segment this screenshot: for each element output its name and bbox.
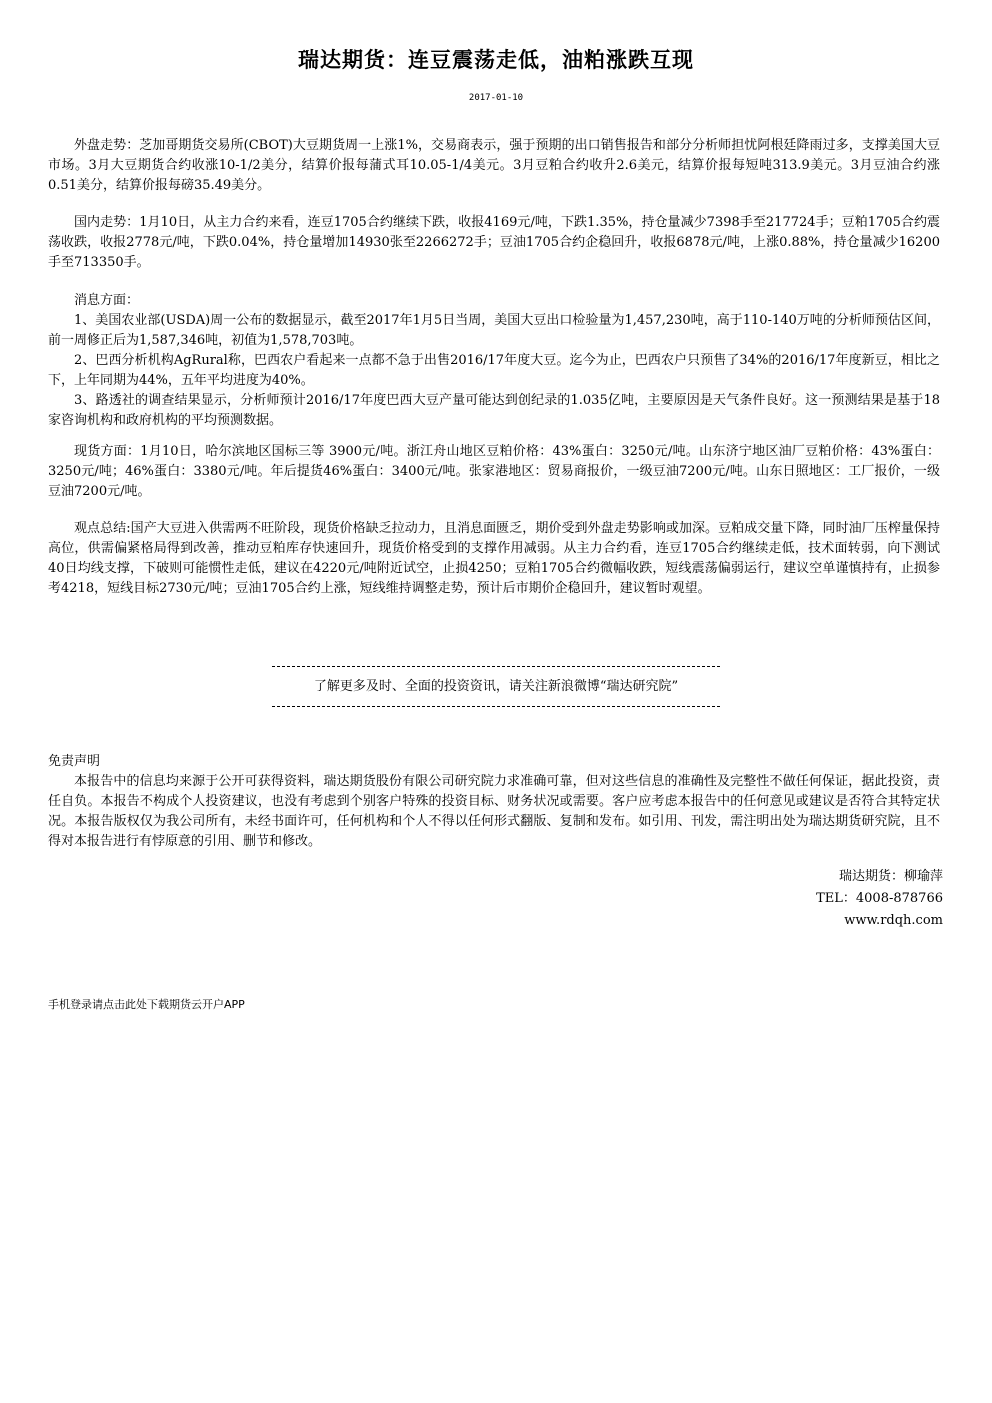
news-title: 消息方面：: [74, 293, 140, 308]
disclaimer-title: 免责声明: [48, 754, 101, 769]
page-title: 瑞达期货：连豆震荡走低，油粕涨跌互现: [298, 48, 694, 72]
section-foreign-market: [48, 136, 940, 196]
disclaimer-section: [48, 772, 940, 852]
divider-top: [272, 666, 720, 677]
section-news: [48, 291, 940, 431]
divider-bottom: [272, 706, 720, 717]
disclaimer-text: 本报告中的信息均来源于公开可获得资料，瑞达期货股份有限公司研究院力求准确可靠，但对这些信息的准确性及完整性不做任何保证，据此投资，责任自负。本报告不构成个人投资建议，也没有考虑到个别客户特殊的投资目标、财务状况或需要。客户应考虑本报告中的任何意见或建议是否符合其特定状况。本报告版权仅为我公司所有，未经书面许可，任何机构和个人不得以任何形式翻版、复制和发布。如引用、刊发，需注明出处为瑞达期货研究院，且不得对本报告进行有悖原意的引用、删节和修改。: [48, 774, 940, 849]
weibo-banner: [0, 657, 992, 717]
section-summary-view: [48, 519, 940, 599]
website-link[interactable]: www.rdqh.com: [844, 913, 943, 928]
weibo-banner-text: 了解更多及时、全面的投资资讯，请关注新浪微博“瑞达研究院”: [313, 679, 679, 694]
signature-block: [816, 866, 943, 932]
app-download-link[interactable]: 手机登录请点击此处下载期货云开户APP: [48, 998, 245, 1011]
section-spot-market: [48, 442, 940, 502]
spot-market-text: 现货方面：1月10日，哈尔滨地区国标三等 3900元/吨。浙江舟山地区豆粕价格：43%蛋白：3250元/吨。山东济宁地区油厂豆粕价格：43%蛋白：3250元/吨；46%蛋白：3380元/吨。年后提货46%蛋白：3400元/吨。张家港地区：贸易商报价，一级豆油7200元/吨。山东日照地区：工厂报价，一级豆油7200元/吨。: [48, 444, 940, 499]
foreign-market-text: 外盘走势：芝加哥期货交易所(CBOT)大豆期货周一上涨1%，交易商表示，强于预期的出口销售报告和部分分析师担忧阿根廷降雨过多，支撑美国大豆市场。3月大豆期货合约收涨10-1/2美分，结算价报每蒲式耳10.05-1/4美元。3月豆粕合约收升2.6美元，结算价报每短吨313.9美元。3月豆油合约涨0.51美分，结算价报每磅35.49美分。: [48, 138, 940, 193]
news-item: 1、美国农业部(USDA)周一公布的数据显示，截至2017年1月5日当周，美国大豆出口检验量为1,457,230吨，高于110-140万吨的分析师预估区间，前一周修正后为1,587,346吨，初值为1,578,703吨。: [48, 313, 940, 348]
section-domestic-market: [48, 213, 940, 273]
summary-view-text: 观点总结:国产大豆进入供需两不旺阶段，现货价格缺乏拉动力，且消息面匮乏，期价受到外盘走势影响或加深。豆粕成交量下降，同时油厂压榨量保持高位，供需偏紧格局得到改善，推动豆粕库存快速回升，现货价格受到的支撑作用减弱。从主力合约看，连豆1705合约继续走低，技术面转弱，向下测试40日均线支撑，下破则可能惯性走低，建议在4220元/吨附近试空，止损4250；豆粕1705合约微幅收跌，短线震荡偏弱运行，建议空单谨慎持有，止损参考4218，短线目标2730元/吨；豆油1705合约上涨，短线维持调整走势，预计后市期价企稳回升，建议暂时观望。: [48, 521, 940, 596]
report-date: 2017-01-10: [468, 93, 524, 103]
news-item: 3、路透社的调查结果显示，分析师预计2016/17年度巴西大豆产量可能达到创纪录的1.035亿吨，主要原因是天气条件良好。这一预测结果是基于18家咨询机构和政府机构的平均预测数据。: [48, 393, 940, 428]
domestic-market-text: 国内走势：1月10日，从主力合约来看，连豆1705合约继续下跌，收报4169元/吨，下跌1.35%，持仓量减少7398手至217724手；豆粕1705合约震荡收跌，收报2778元/吨，下跌0.04%，持仓量增加14930张至2266272手；豆油1705合约企稳回升，收报6878元/吨，上涨0.88%，持仓量减少16200手至713350手。: [48, 215, 940, 270]
author-line: 瑞达期货：柳瑜萍: [838, 869, 943, 884]
phone-line: TEL：4008-878766: [816, 891, 943, 906]
news-item: 2、巴西分析机构AgRural称，巴西农户看起来一点都不急于出售2016/17年度大豆。迄今为止，巴西农户只预售了34%的2016/17年度新豆，相比之下，上年同期为44%，五年平均进度为40%。: [48, 353, 940, 388]
